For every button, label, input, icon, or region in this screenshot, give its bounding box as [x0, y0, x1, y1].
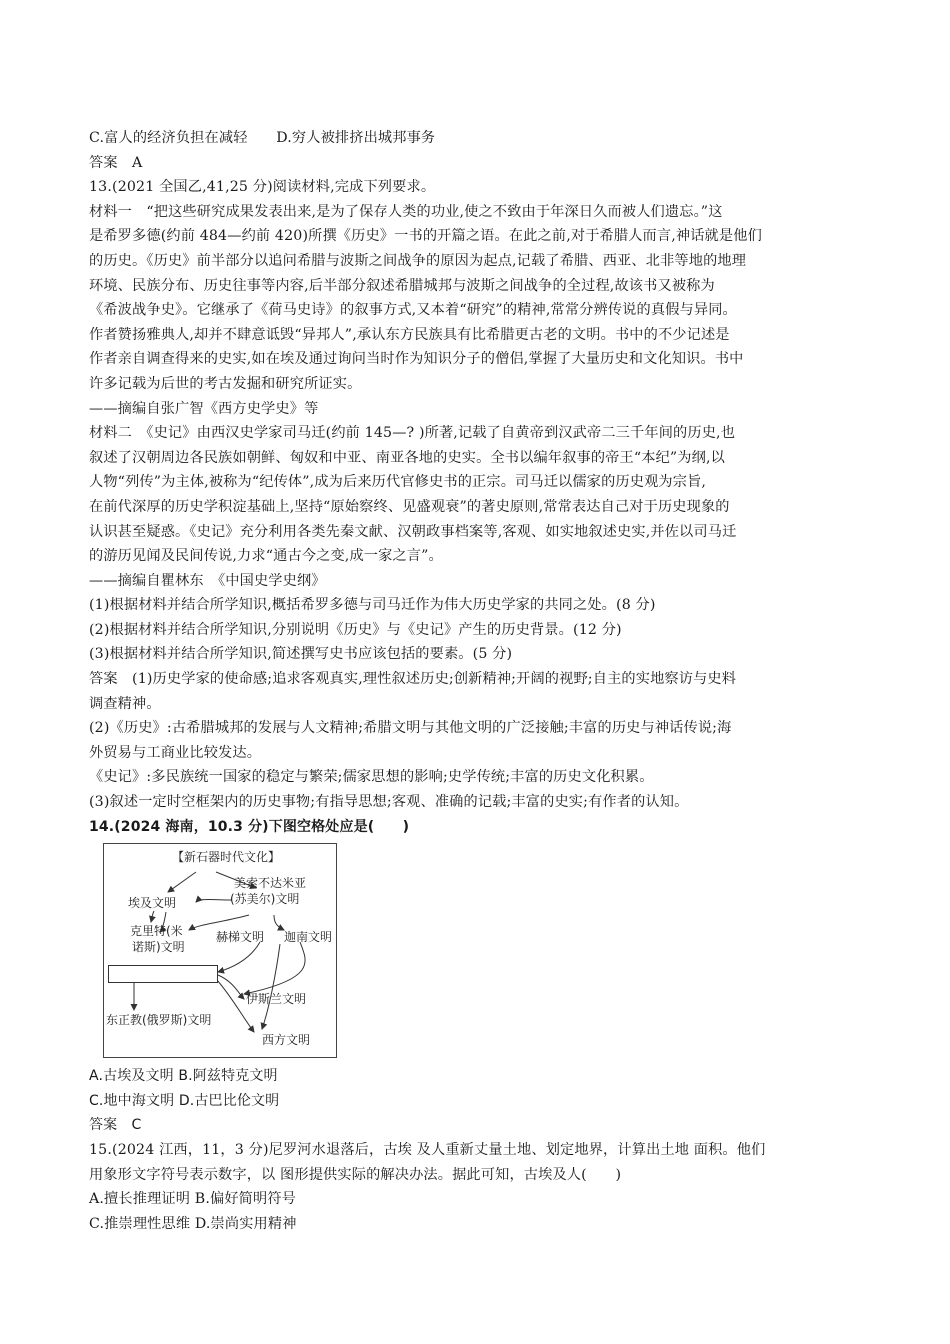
material-1-line: 的历史。《历史》前半部分以追问希腊与波斯之间战争的原因为起点,记载了希腊、西亚、北非等地的地理	[89, 252, 747, 269]
material-2-line: 的游历见闻及民间传说,力求“通古今之变,成一家之言”。	[89, 548, 443, 565]
diagram-title: 【新石器时代文化】	[172, 850, 281, 865]
diagram-crete-2: 诺斯)文明	[132, 940, 185, 955]
q13-sub-question-1: (1)根据材料并结合所学知识,概括希罗多德与司马迁作为伟大历史学家的共同之处。(8 分)	[89, 597, 656, 614]
q15-stem-line: 用象形文字符号表示数字，以 图形提供实际的解决办法。据此可知，古埃及人( )	[89, 1166, 622, 1183]
material-2-line: 认识甚至疑惑。《史记》充分利用各类先秦文献、汉朝政事档案等,客观、如实地叙述史实,并佐以司马迁	[89, 523, 737, 540]
material-1-source: ——摘编自张广智《西方史学史》等	[89, 400, 319, 417]
q12-answer: 答案 A	[89, 154, 143, 171]
diagram-mesopotamia-2: (苏美尔)文明	[230, 892, 300, 907]
material-1-line: 作者赞扬雅典人,却并不肆意诋毁“异邦人”,承认东方民族具有比希腊更古老的文明。书中的不少记述是	[89, 326, 730, 343]
diagram-crete-1: 克里特(米	[130, 924, 183, 939]
q13-answer-line: (3)叙述一定时空框架内的历史事物;有指导思想;客观、准确的记载;丰富的史实;有作者的认知。	[89, 794, 689, 811]
q13-sub-question-3: (3)根据材料并结合所学知识,简述撰写史书应该包括的要素。(5 分)	[89, 646, 513, 663]
material-1-line: 环境、民族分布、历史往事等内容,后半部分叙述希腊城邦与波斯之间战争的全过程,故该书又被称为	[89, 277, 715, 294]
material-1-line: 《希波战争史》。它继承了《荷马史诗》的叙事方式,又本着“研究”的精神,常常分辨传说的真假与异同。	[89, 302, 737, 319]
diagram-islam: 伊斯兰文明	[246, 992, 307, 1007]
q13-answer-line: 答案 (1)历史学家的使命感;追求客观真实,理性叙述历史;创新精神;开阔的视野;自主的实地察访与史料	[89, 671, 737, 688]
q13-sub-question-2: (2)根据材料并结合所学知识,分别说明《历史》与《史记》产生的历史背景。(12 分)	[89, 621, 622, 638]
q15-option-ab: A.擅长推理证明 B.偏好简明符号	[89, 1191, 297, 1208]
q15-stem-line: 15.(2024 江西，11，3 分)尼罗河水退落后，古埃 及人重新丈量土地、划定地界，计算出土地 面积。他们	[89, 1142, 766, 1158]
material-2-line: 材料二 《史记》由西汉史学家司马迁(约前 145—? )所著,记载了自黄帝到汉武帝二三千年间的历史,也	[89, 425, 736, 442]
diagram-egypt: 埃及文明	[128, 896, 177, 911]
material-2-line: 叙述了汉朝周边各民族如朝鲜、匈奴和中亚、南亚各地的史实。全书以编年叙事的帝王“本纪”为纲,以	[89, 449, 725, 466]
q14-option-cd: C.地中海文明 D.古巴比伦文明	[89, 1092, 280, 1109]
q14-option-ab: A.古埃及文明 B.阿兹特克文明	[89, 1068, 278, 1085]
blank-answer-box	[108, 965, 218, 983]
q13-answer-line: 外贸易与工商业比较发达。	[89, 744, 262, 761]
diagram-orthodox: 东正教(俄罗斯)文明	[106, 1013, 212, 1028]
material-2-line: 人物“列传”为主体,被称为“纪传体”,成为后来历代官修史书的正宗。司马迁以儒家的历史观为宗旨,	[89, 474, 707, 491]
material-1-line: 材料一 “把这些研究成果发表出来,是为了保存人类的功业,使之不致由于年深日久而被人们遗忘。”这	[89, 203, 723, 220]
material-2-source: ——摘编自瞿林东 《中国史学史纲》	[89, 572, 326, 589]
material-1-line: 是希罗多德(约前 484—约前 420)所撰《历史》一书的开篇之语。在此之前,对于希腊人而言,神话就是他们	[89, 228, 762, 245]
material-1-line: 作者亲自调查得来的史实,如在埃及通过询问当时作为知识分子的僧侣,掌握了大量历史和文化知识。书中	[89, 351, 744, 368]
diagram-canaan: 迦南文明	[284, 930, 333, 945]
q14-answer: 答案 C	[89, 1117, 142, 1134]
q13-answer-line: 调查精神。	[89, 695, 161, 712]
civilization-diagram	[103, 843, 337, 1058]
q15-option-cd: C.推崇理性思维 D.崇尚实用精神	[89, 1215, 297, 1232]
material-2-line: 在前代深厚的历史学积淀基础上,坚持“原始察终、见盛观衰”的著史原则,常常表达自己对于历史现象的	[89, 498, 730, 515]
q14-stem: 14.(2024 海南，10.3 分)下图空格处应是( )	[89, 818, 410, 835]
q12-option-cd: C.富人的经济负担在减轻 D.穷人被排挤出城邦事务	[89, 130, 436, 146]
q13-answer-line: 《史记》:多民族统一国家的稳定与繁荣;儒家思想的影响;史学传统;丰富的历史文化积累。	[89, 769, 654, 786]
q13-answer-line: (2)《历史》:古希腊城邦的发展与人文精神;希腊文明与其他文明的广泛接触;丰富的历史与神话传说;海	[89, 720, 732, 737]
diagram-western: 西方文明	[262, 1033, 311, 1048]
material-1-line: 许多记载为后世的考古发掘和研究所证实。	[89, 375, 362, 392]
document-body	[89, 126, 869, 1236]
diagram-hittite: 赫梯文明	[216, 930, 265, 945]
q13-stem: 13.(2021 全国乙,41,25 分)阅读材料,完成下列要求。	[89, 179, 436, 196]
diagram-mesopotamia-1: 美索不达米亚	[234, 876, 307, 891]
